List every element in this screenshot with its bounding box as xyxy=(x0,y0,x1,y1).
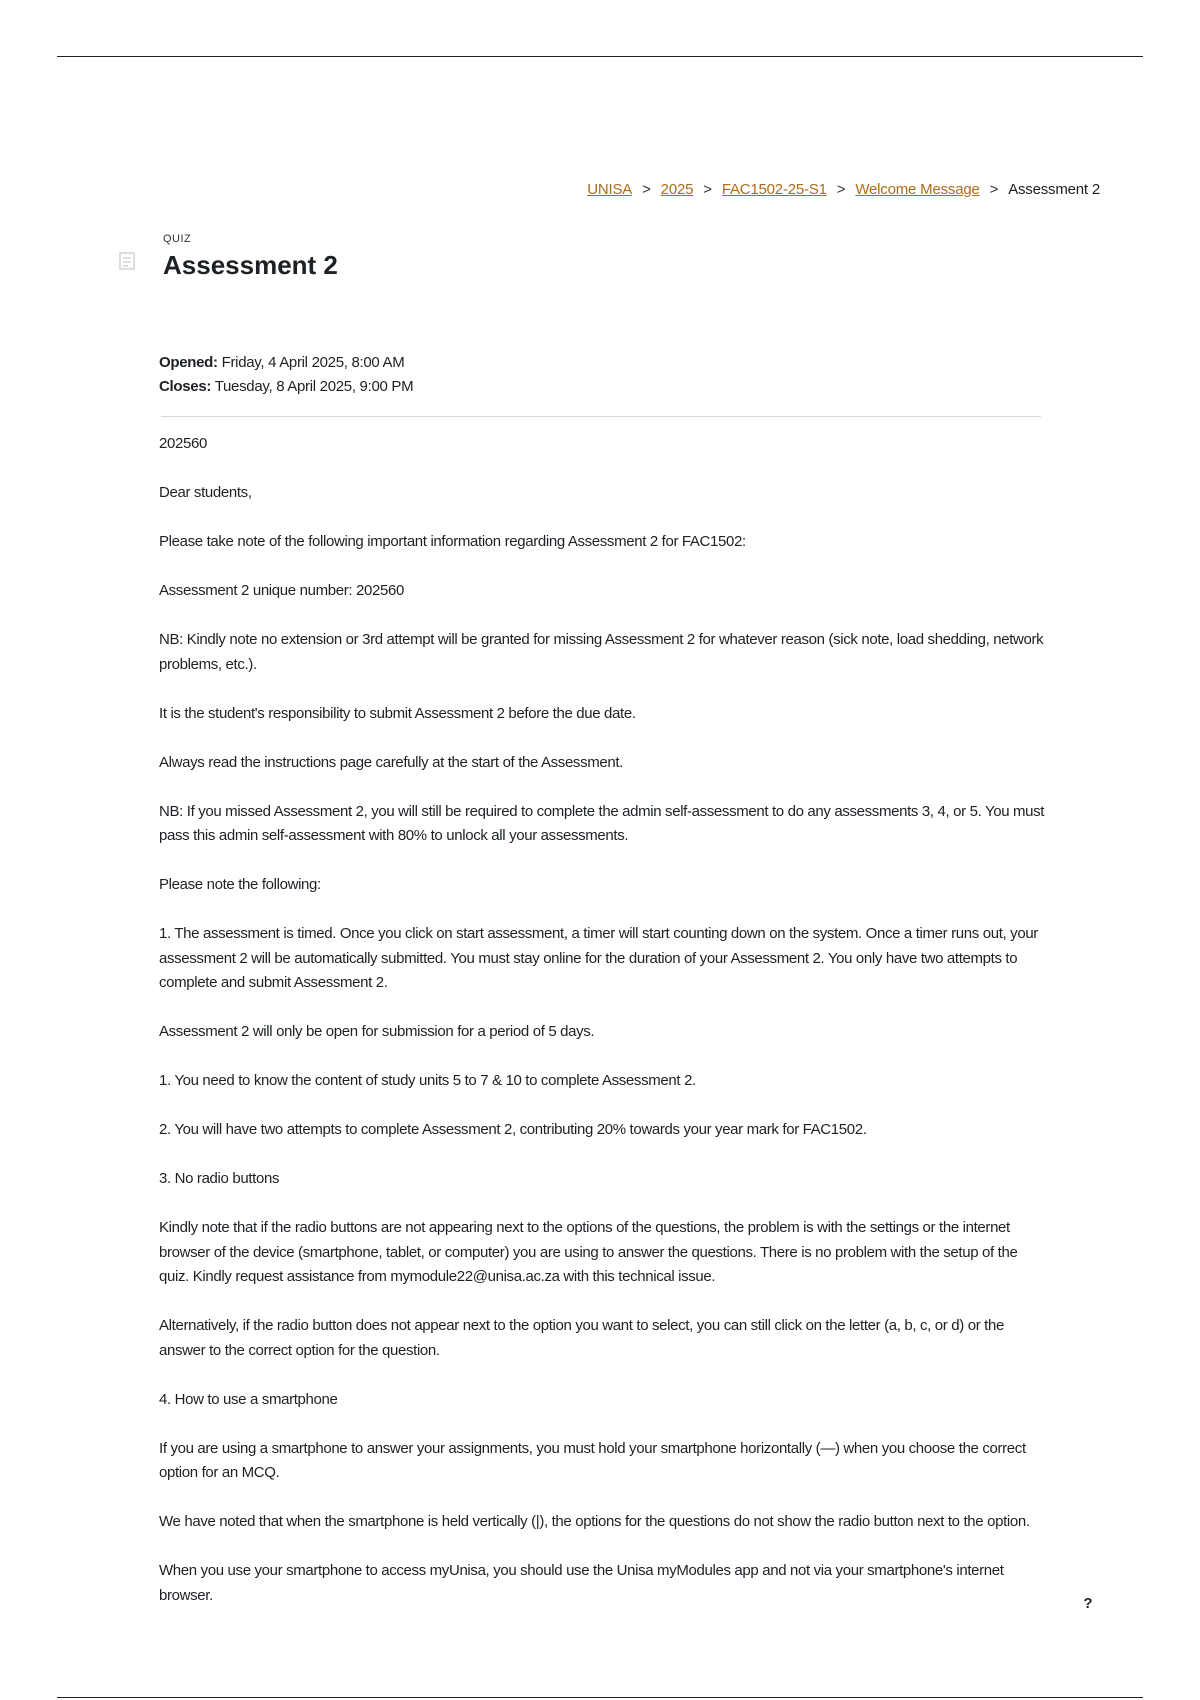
chevron-right-icon: > xyxy=(703,181,712,198)
breadcrumb-item-year[interactable]: 2025 xyxy=(660,181,694,198)
chevron-right-icon: > xyxy=(989,181,999,198)
quiz-description xyxy=(159,432,1047,1633)
description-paragraph: NB: If you missed Assessment 2, you will still be required to complete the admin self-assessment to do any assessments 3, 4, or 5. You must pass this admin self-assessment with 80% to unlock all your assessments. xyxy=(159,802,1045,844)
opened-label: Opened: xyxy=(159,354,218,371)
quiz-icon xyxy=(118,250,140,272)
description-paragraph: 4. How to use a smartphone xyxy=(159,1390,338,1408)
description-paragraph: 1. You need to know the content of study units 5 to 7 & 10 to complete Assessment 2. xyxy=(159,1072,696,1089)
description-paragraph: Kindly note that if the radio buttons are not appearing next to the options of the questions, the problem is with the settings or the internet browser of the device (smartphone, tablet, or computer) you are using to answer the questions. There is no problem with the setup of the quiz. Kindly request assistance from mymodule22@unisa.ac.za with this technical issue. xyxy=(159,1219,1018,1285)
chevron-right-icon: > xyxy=(836,181,846,198)
description-paragraph: NB: Kindly note no extension or 3rd attempt will be granted for missing Assessment 2 for whatever reason (sick note, load shedding, network problems, etc.). xyxy=(159,631,1044,673)
description-paragraph: Assessment 2 will only be open for submission for a period of 5 days. xyxy=(159,1023,595,1040)
opened-value: Friday, 4 April 2025, 8:00 AM xyxy=(221,354,405,371)
activity-dates xyxy=(159,351,413,399)
closes-value: Tuesday, 8 April 2025, 9:00 PM xyxy=(214,378,414,395)
page-top-rule xyxy=(57,56,1143,57)
activity-type-label: QUIZ xyxy=(163,233,192,245)
breadcrumb-item-current: Assessment 2 xyxy=(1008,181,1100,198)
closes-date-row xyxy=(159,375,413,399)
description-paragraph: Alternatively, if the radio button does not appear next to the option you want to select, you can still click on the letter (a, b, c, or d) or the answer to the correct option for the question. xyxy=(159,1317,1004,1359)
section-divider xyxy=(161,416,1041,417)
page-title: Assessment 2 xyxy=(163,250,338,280)
description-paragraph: 2. You will have two attempts to complete Assessment 2, contributing 20% towards your year mark for FAC1502. xyxy=(159,1121,867,1138)
page-bottom-rule xyxy=(57,1697,1143,1698)
breadcrumb xyxy=(587,181,1100,198)
breadcrumb-item-course[interactable]: FAC1502-25-S1 xyxy=(721,181,827,198)
description-paragraph: Assessment 2 unique number: 202560 xyxy=(159,582,404,599)
description-paragraph: Always read the instructions page carefully at the start of the Assessment. xyxy=(159,753,623,771)
description-paragraph: 202560 xyxy=(159,435,207,452)
breadcrumb-item-section[interactable]: Welcome Message xyxy=(855,181,980,198)
description-paragraph: 1. The assessment is timed. Once you click on start assessment, a timer will start counting down on the system. Once a timer runs out, your assessment 2 will be automatically submitted. You must stay online for the duration of your Assessment 2. You only have two attempts to complete and submit Assessment 2. xyxy=(159,925,1038,991)
description-paragraph: We have noted that when the smartphone is held vertically (|), the options for the questions do not show the radio button next to the option. xyxy=(159,1513,1030,1530)
chevron-right-icon: > xyxy=(642,181,651,198)
description-paragraph: Please take note of the following important information regarding Assessment 2 for FAC1502: xyxy=(159,533,746,550)
description-paragraph: Please note the following: xyxy=(159,876,321,893)
description-paragraph: If you are using a smartphone to answer your assignments, you must hold your smartphone horizontally (—) when you choose the correct option for an MCQ. xyxy=(159,1439,1026,1481)
description-paragraph: Dear students, xyxy=(159,484,252,501)
help-button[interactable]: ? xyxy=(1083,1595,1093,1612)
breadcrumb-item-unisa[interactable]: UNISA xyxy=(587,181,633,198)
description-paragraph: When you use your smartphone to access myUnisa, you should use the Unisa myModules app and not via your smartphone's internet browser. xyxy=(159,1562,1004,1604)
opened-date-row xyxy=(159,351,413,375)
description-paragraph: It is the student's responsibility to submit Assessment 2 before the due date. xyxy=(159,704,636,722)
closes-label: Closes: xyxy=(159,378,212,395)
description-paragraph: 3. No radio buttons xyxy=(159,1170,280,1187)
